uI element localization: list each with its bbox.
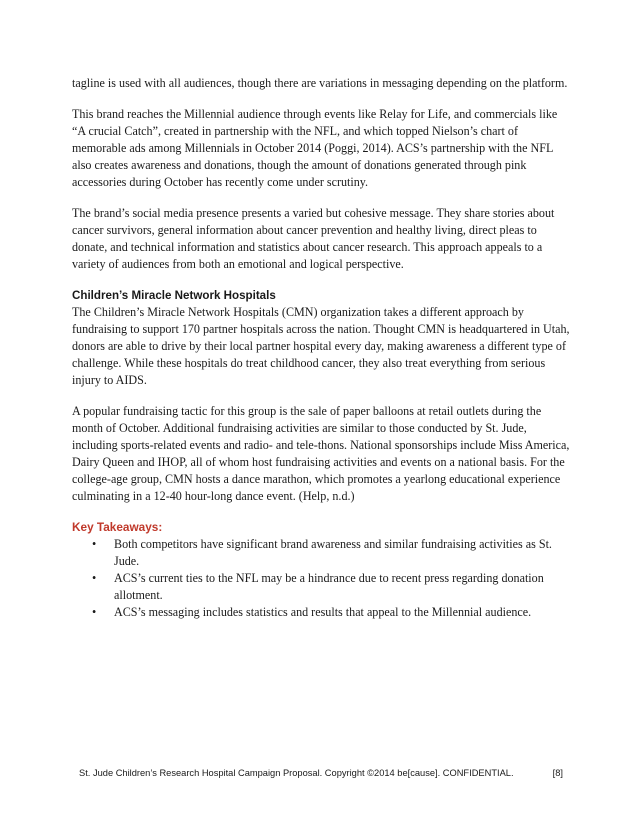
list-item <box>72 604 572 621</box>
key-takeaways-section <box>72 519 572 621</box>
list-item-text: ACS’s current ties to the NFL may be a hindrance due to recent press regarding donation allotment. <box>114 571 544 602</box>
page-body <box>72 75 572 621</box>
list-item <box>72 570 572 604</box>
bullet-icon: • <box>92 605 97 619</box>
list-item <box>72 536 572 570</box>
cmn-section-heading: Children’s Miracle Network Hospitals <box>72 289 276 302</box>
key-takeaways-heading: Key Takeaways: <box>72 520 163 534</box>
bullet-icon: • <box>92 537 97 551</box>
cmn-section <box>72 287 572 505</box>
paragraph-cmn-intro: The Children’s Miracle Network Hospitals (CMN) organization takes a different approach by fundraising to support 170 partner hospitals across the nation. Thought CMN is headquartered in Utah, donors are able to drive by their local partner hospital every day, making awareness a different type of challenge. While these hospitals do treat childhood cancer, they also treat everything from serious injury to AIDS. <box>72 305 570 387</box>
page-number: [8] <box>552 768 563 778</box>
page-footer <box>79 767 563 779</box>
bullet-icon: • <box>92 571 97 585</box>
key-takeaways-list <box>72 536 572 621</box>
footer-text: St. Jude Children’s Research Hospital Campaign Proposal. Copyright ©2014 be[cause]. CONFIDENTIAL. <box>79 768 514 778</box>
paragraph-tagline: tagline is used with all audiences, though there are variations in messaging depending on the platform. <box>72 76 568 90</box>
list-item-text: Both competitors have significant brand awareness and similar fundraising activities as St. Jude. <box>114 537 552 568</box>
list-item-text: ACS’s messaging includes statistics and results that appeal to the Millennial audience. <box>114 605 532 619</box>
paragraph-millennial-reach: This brand reaches the Millennial audience through events like Relay for Life, and commercials like “A crucial Catch”, created in partnership with the NFL, and which topped Nielson’s chart of memorable ads among Millennials in October 2014 (Poggi, 2014). ACS’s partnership with the NFL also creates awareness and donations, though the amount of donations generated through pink accessories during October has recently come under scrutiny. <box>72 107 558 189</box>
paragraph-cmn-fundraising: A popular fundraising tactic for this group is the sale of paper balloons at retail outlets during the month of October. Additional fundraising activities are similar to those conducted by St. Jude, including sports-related events and radio- and tele-thons. National sponsorships include Miss America, Dairy Queen and IHOP, all of whom host fundraising activities and events on a national basis. For the college-age group, CMN hosts a dance marathon, which promotes a yearlong educational experience culminating in a 12-40 hour-long dance event. (Help, n.d.) <box>72 404 570 503</box>
paragraph-social-media: The brand’s social media presence presents a varied but cohesive message. They share stories about cancer survivors, general information about cancer prevention and healthy living, direct pleas to donate, and technical information and statistics about cancer research. This approach appeals to a variety of audiences from both an emotional and logical perspective. <box>72 206 555 271</box>
